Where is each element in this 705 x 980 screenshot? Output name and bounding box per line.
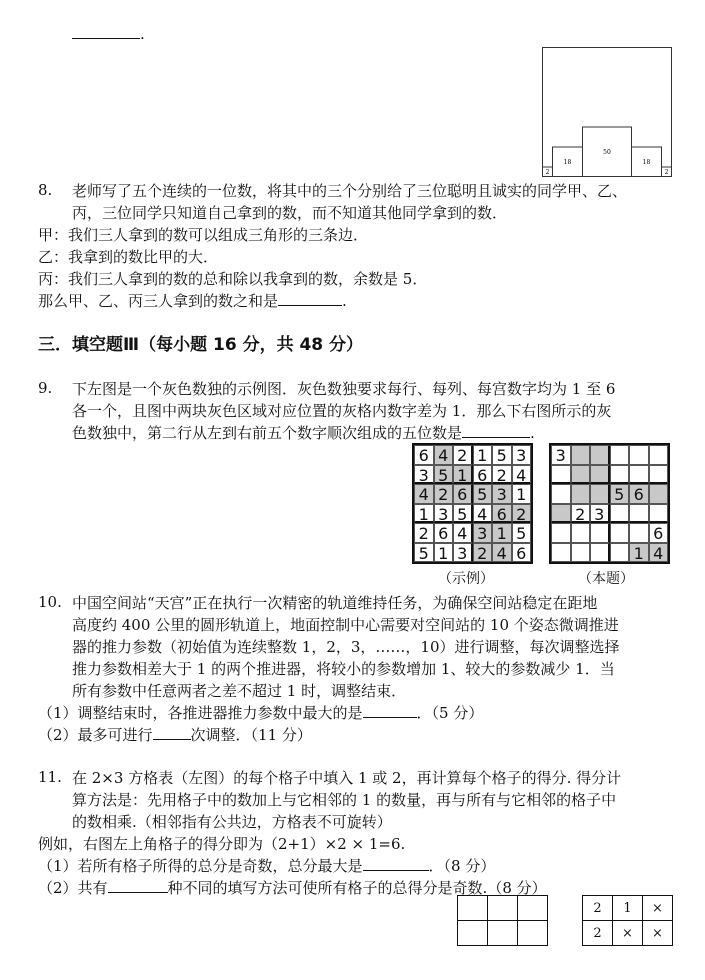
q8-number: 8. — [38, 181, 53, 199]
sudoku-cell: 2 — [434, 484, 454, 504]
example-caption: （示例） — [438, 571, 494, 587]
sudoku-cell: 6 — [473, 465, 493, 485]
q11-number: 11. — [38, 768, 62, 786]
sudoku-cell — [571, 465, 591, 485]
sudoku-cell: 4 — [414, 484, 434, 504]
sudoku-cell — [629, 504, 649, 524]
sudoku-cell: 3 — [453, 543, 473, 563]
sudoku-cell — [590, 484, 610, 504]
figure-label: 50 — [603, 149, 611, 156]
q8-line: 丙，三位同学只知道自己拿到的数，而不知道其他同学拿到的数． — [72, 204, 508, 222]
sudoku-cell: 3 — [434, 504, 454, 524]
sudoku-cell: 5 — [473, 484, 493, 504]
q10-sub2: （2）最多可进行 次调整．（11 分） — [38, 726, 312, 744]
sudoku-cell: 6 — [512, 543, 532, 563]
sudoku-cell: 4 — [434, 445, 454, 465]
table-cell — [458, 896, 488, 921]
q10-line: 器的推力参数（初始值为连续整数 1，2，3，……，10）进行调整，每次调整选择 — [72, 638, 620, 656]
sudoku-cell — [571, 484, 591, 504]
sudoku-cell: 2 — [414, 523, 434, 543]
q9-line: 各一个，且图中两块灰色区域对应位置的灰格内数字差为 1．那么下右图所示的灰 — [72, 402, 612, 420]
problem-caption: （本题） — [578, 571, 634, 587]
figure-label: 2 — [545, 169, 550, 176]
sudoku-cell: 5 — [453, 504, 473, 524]
sudoku-cell — [590, 465, 610, 485]
sudoku-cell — [551, 465, 571, 485]
figure-label: 18 — [642, 159, 651, 166]
table-cell — [518, 921, 548, 946]
sudoku-cell: 5 — [492, 445, 512, 465]
sudoku-cell — [610, 465, 630, 485]
sudoku-cell: 6 — [453, 484, 473, 504]
sudoku-cell — [551, 504, 571, 524]
sudoku-cell: 5 — [512, 523, 532, 543]
sudoku-cell — [649, 465, 669, 485]
sudoku-cell — [590, 523, 610, 543]
table-cell: 2 — [583, 896, 613, 921]
q9-number: 9. — [38, 379, 53, 397]
q11-sub2: （2）共有 种不同的填写方法可使所有格子的总得分是奇数.（8 分） — [38, 879, 547, 897]
sudoku-cell: 3 — [473, 523, 493, 543]
sudoku-cell: 1 — [492, 523, 512, 543]
sudoku-cell: 3 — [590, 504, 610, 524]
sudoku-cell: 2 — [473, 543, 493, 563]
sudoku-cell: 2 — [453, 445, 473, 465]
sudoku-cell: 1 — [453, 465, 473, 485]
example-sudoku-grid — [412, 443, 533, 564]
q10-number: 10. — [38, 593, 62, 611]
problem-sudoku-grid — [549, 443, 670, 564]
sudoku-cell — [571, 523, 591, 543]
sudoku-cell — [649, 484, 669, 504]
sudoku-cell — [649, 445, 669, 465]
staircase-figure — [542, 47, 672, 177]
sudoku-cell: 1 — [434, 543, 454, 563]
sudoku-cell: 3 — [512, 445, 532, 465]
table-cell — [488, 896, 518, 921]
figure-label: 2 — [664, 169, 669, 176]
q11-line: 算方法是：先用格子中的数加上与它相邻的 1 的数量，再与所有与它相邻的格子中 — [72, 791, 617, 809]
table-cell — [458, 921, 488, 946]
sudoku-cell: 3 — [492, 484, 512, 504]
table-cell: × — [613, 921, 643, 946]
q11-line: 的数相乘.（相邻指有公共边，方格表不可旋转） — [72, 813, 392, 831]
sudoku-cell: 2 — [512, 504, 532, 524]
sudoku-cell — [590, 445, 610, 465]
q9-answer-line: 色数独中，第二行从左到右前五个数字顺次组成的五位数是 . — [72, 424, 535, 442]
sudoku-cell — [610, 543, 630, 563]
sudoku-cell: 1 — [414, 504, 434, 524]
table-cell: × — [643, 896, 673, 921]
sudoku-cell: 1 — [512, 484, 532, 504]
q10-line: 推力参数相差大于 1 的两个推进器，将较小的参数增加 1、较大的参数减少 1．当 — [72, 660, 615, 678]
sudoku-cell — [629, 445, 649, 465]
sudoku-cell — [590, 543, 610, 563]
sudoku-cell — [551, 484, 571, 504]
q8-answer-line: 那么甲、乙、丙三人拿到的数之和是 . — [38, 292, 347, 310]
q8-line: 乙：我拿到的数比甲的大． — [38, 248, 219, 266]
sudoku-cell: 5 — [414, 543, 434, 563]
table-cell: 2 — [583, 921, 613, 946]
q10-line: 高度约 400 公里的圆形轨道上，地面控制中心需要对空间站的 10 个姿态微调推进 — [72, 616, 619, 634]
q8-line: 老师写了五个连续的一位数，将其中的三个分别给了三位聪明且诚实的同学甲、乙、 — [72, 182, 628, 200]
sudoku-cell: 6 — [629, 484, 649, 504]
sudoku-cell — [571, 445, 591, 465]
sudoku-cell: 6 — [434, 523, 454, 543]
sudoku-cell: 4 — [649, 543, 669, 563]
figure-label: 18 — [563, 159, 572, 166]
empty-2x3-table — [457, 895, 548, 946]
top-answer-blank: . — [72, 24, 145, 43]
q11-line: 在 2×3 方格表（左图）的每个格子中填入 1 或 2，再计算每个格子的得分. 得分计 — [72, 769, 622, 787]
sudoku-cell — [629, 465, 649, 485]
q11-sub1: （1）若所有格子所得的总分是奇数，总分最大是 ．（8 分） — [38, 857, 496, 875]
sudoku-cell: 1 — [473, 445, 493, 465]
sudoku-cell: 4 — [473, 504, 493, 524]
q8-line: 甲：我们三人拿到的数可以组成三角形的三条边． — [38, 226, 369, 244]
sudoku-cell — [649, 504, 669, 524]
sudoku-cell: 4 — [492, 543, 512, 563]
sudoku-cell — [571, 543, 591, 563]
q10-sub1: （1）调整结束时，各推进器推力参数中最大的是 ．（5 分） — [38, 704, 484, 722]
sudoku-cell: 6 — [649, 523, 669, 543]
sudoku-cell — [551, 543, 571, 563]
sudoku-cell: 2 — [571, 504, 591, 524]
q10-line: 所有参数中任意两者之差不超过 1 时，调整结束． — [72, 682, 407, 700]
sudoku-cell: 5 — [434, 465, 454, 485]
sudoku-cell — [551, 523, 571, 543]
table-cell — [518, 896, 548, 921]
sudoku-cell — [610, 523, 630, 543]
sudoku-cell: 4 — [512, 465, 532, 485]
q10-line: 中国空间站“天宫”正在执行一次精密的轨道维持任务，为确保空间站稳定在距地 — [72, 594, 598, 612]
q8-line: 丙：我们三人拿到的数的总和除以我拿到的数，余数是 5． — [38, 270, 428, 288]
sudoku-cell — [610, 445, 630, 465]
table-cell — [488, 921, 518, 946]
q11-example-line: 例如，右图左上角格子的得分即为（2+1）×2 × 1=6. — [38, 835, 406, 853]
sudoku-cell — [629, 523, 649, 543]
sudoku-cell: 6 — [414, 445, 434, 465]
sudoku-cell: 6 — [492, 504, 512, 524]
table-cell: 1 — [613, 896, 643, 921]
sudoku-cell: 1 — [629, 543, 649, 563]
table-cell: × — [643, 921, 673, 946]
sudoku-cell: 3 — [414, 465, 434, 485]
sudoku-cell: 5 — [610, 484, 630, 504]
sudoku-cell — [610, 504, 630, 524]
section-title: 三．填空题Ⅲ（每小题 16 分，共 48 分） — [38, 335, 364, 355]
sudoku-cell: 3 — [551, 445, 571, 465]
sudoku-cell: 2 — [492, 465, 512, 485]
sudoku-cell: 4 — [453, 523, 473, 543]
q9-line: 下左图是一个灰色数独的示例图．灰色数独要求每行、每列、每宫数字均为 1 至 6 — [72, 380, 616, 398]
example-2x3-table — [582, 895, 673, 946]
